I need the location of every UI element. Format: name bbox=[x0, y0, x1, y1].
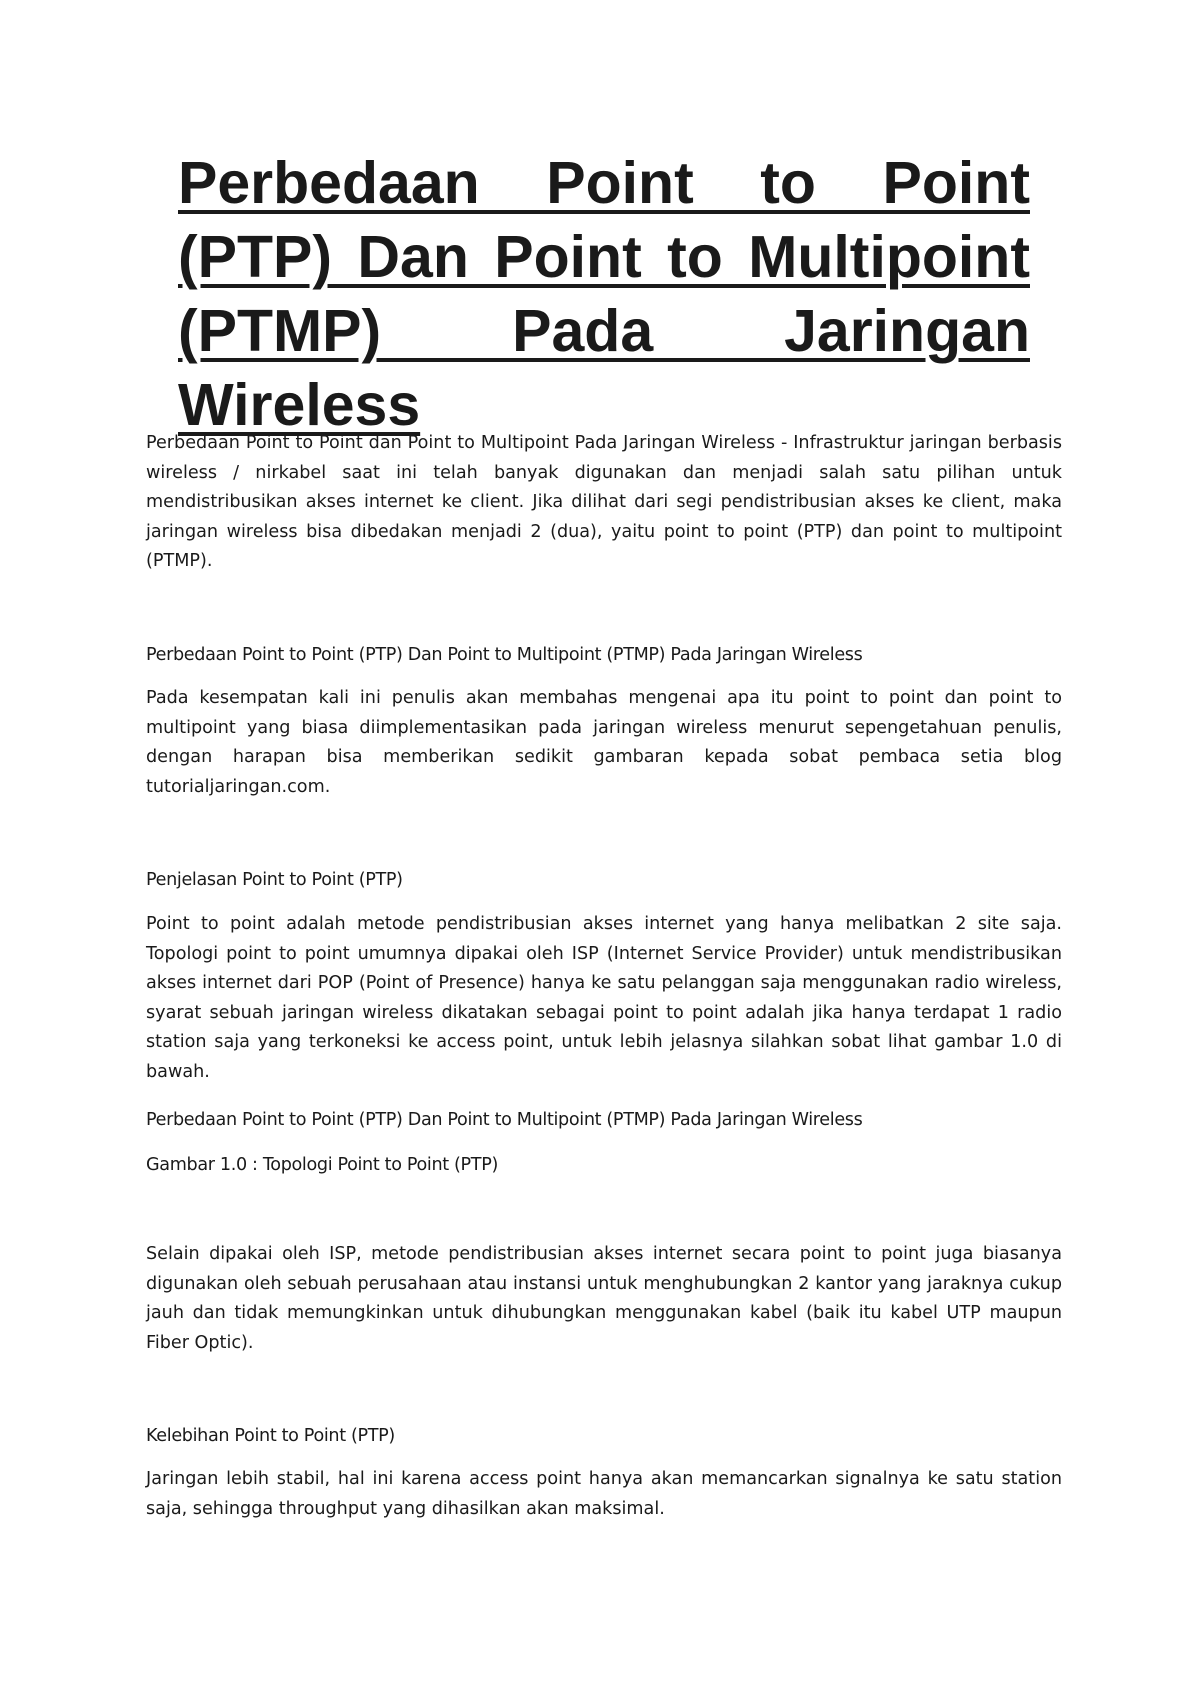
paragraph-penjelasan-ptp: Point to point adalah metode pendistribusian akses internet yang hanya melibatkan 2 site saja. Topologi point to point umumnya dipakai oleh ISP (Internet Service Provider) untuk mendistribusikan akses internet dari POP (Point of Presence) hanya ke satu pelanggan saja menggunakan radio wireless, syarat sebuah jaringan wireless dikatakan sebagai point to point adalah jika hanya terdapat 1 radio station saja yang terkoneksi ke access point, untuk lebih jelasnya silahkan sobat lihat gambar 1.0 di bawah. bbox=[146, 914, 1062, 1082]
intro-paragraph: Perbedaan Point to Point dan Point to Multipoint Pada Jaringan Wireless - Infrastruktur jaringan berbasis wireless / nirkabel saat ini telah banyak digunakan dan menjadi salah satu pilihan untuk mendistribusikan akses internet ke client. Jika dilihat dari segi pendistribusian akses ke client, maka jaringan wireless bisa dibedakan menjadi 2 (dua), yaitu point to point (PTP) dan point to multipoint (PTMP). bbox=[146, 433, 1062, 571]
paragraph-kelebihan-ptp: Jaringan lebih stabil, hal ini karena access point hanya akan memancarkan signalnya ke satu station saja, sehingga throughput yang dihasilkan akan maksimal. bbox=[146, 1469, 1062, 1519]
section-heading-kelebihan-ptp: Kelebihan Point to Point (PTP) bbox=[146, 1426, 395, 1446]
image-alt-text: Perbedaan Point to Point (PTP) Dan Point to Multipoint (PTMP) Pada Jaringan Wireless bbox=[146, 1110, 863, 1130]
section-heading-perbedaan: Perbedaan Point to Point (PTP) Dan Point to Multipoint (PTMP) Pada Jaringan Wireless bbox=[146, 645, 863, 665]
paragraph-pembahasan: Pada kesempatan kali ini penulis akan membahas mengenai apa itu point to point dan point to multipoint yang biasa diimplementasikan pada jaringan wireless menurut sepengetahuan penulis, dengan harapan bisa memberikan sedikit gambaran kepada sobat pembaca setia blog tutorialjaringan.com. bbox=[146, 688, 1062, 797]
paragraph-selain-isp: Selain dipakai oleh ISP, metode pendistribusian akses internet secara point to point juga biasanya digunakan oleh sebuah perusahaan atau instansi untuk menghubungkan 2 kantor yang jaraknya cukup jauh dan tidak memungkinkan untuk dihubungkan menggunakan kabel (baik itu kabel UTP maupun Fiber Optic). bbox=[146, 1244, 1062, 1353]
document-title: Perbedaan Point to Point (PTP) Dan Point to Multipoint (PTMP) Pada Jaringan Wireless bbox=[178, 150, 1030, 438]
figure-caption: Gambar 1.0 : Topologi Point to Point (PTP) bbox=[146, 1155, 498, 1175]
section-heading-penjelasan-ptp: Penjelasan Point to Point (PTP) bbox=[146, 870, 403, 890]
